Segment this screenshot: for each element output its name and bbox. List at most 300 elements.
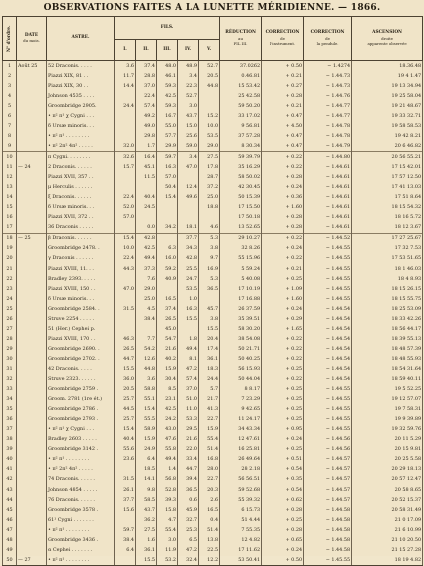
row-star-name: 2 Draconis. . . . . . <box>47 162 115 172</box>
row-star-name: 42 Draconis. . . . . <box>47 364 115 374</box>
row-star-name: • π² π¹ . . . . . . . . <box>47 131 115 141</box>
table-row <box>3 354 423 364</box>
row-wire-5: 3.8 <box>199 314 220 324</box>
row-wire-4: 1.8 <box>178 334 199 344</box>
row-right-ascension: 21 6 10.99 <box>352 525 423 535</box>
row-date: — 27 <box>17 555 47 566</box>
row-instrument-correction: + 0.24 <box>262 244 304 254</box>
row-instrument-correction: + 0.22 <box>262 233 304 244</box>
row-wire-2: 57.4 <box>136 101 157 111</box>
row-wire-1: 23.6 <box>115 455 136 465</box>
row-wire-3: 49.4 <box>157 455 178 465</box>
row-date <box>17 405 47 415</box>
row-star-name: 76 Draconis. . . . . . <box>47 495 115 505</box>
row-instrument-correction: + 0.50 <box>262 555 304 566</box>
row-reduction: 13 52.65 <box>220 223 262 234</box>
row-instrument-correction: + 0.28 <box>262 525 304 535</box>
row-instrument-correction: + 0.24 <box>262 183 304 193</box>
table-row <box>3 233 423 244</box>
row-date <box>17 213 47 223</box>
row-wire-4: 1.0 <box>178 294 199 304</box>
row-star-name: Struve 2323. . . . . . <box>47 374 115 384</box>
row-wire-4: 29.5 <box>178 425 199 435</box>
row-star-name: Groombridge 2584. . <box>47 304 115 314</box>
table-row <box>3 425 423 435</box>
table-row <box>3 385 423 395</box>
header-asc-line2: droite <box>381 35 393 41</box>
row-wire-2: 1.6 <box>136 535 157 545</box>
row-reduction: 5 59.24 <box>220 264 262 274</box>
row-number: 21 <box>3 264 17 274</box>
row-wire-4: 52.7 <box>178 91 199 101</box>
row-date <box>17 81 47 91</box>
row-wire-3: 23.1 <box>157 395 178 405</box>
row-reduction: 25 42.58 <box>220 91 262 101</box>
row-wire-2: 49.4 <box>136 254 157 264</box>
row-wire-1: 36.0 <box>115 374 136 384</box>
row-instrument-correction: + 0.21 <box>262 101 304 111</box>
row-clock-correction: − 1.45.55 <box>304 555 352 566</box>
table-row <box>3 374 423 384</box>
row-star-name: • π² π¹ χ Cygni . . . <box>47 111 115 121</box>
row-number: 10 <box>3 152 17 163</box>
row-clock-correction: − 1.44.52 <box>304 233 352 244</box>
row-wire-2: 0.0 <box>136 223 157 234</box>
row-reduction: 7 55.35 <box>220 525 262 535</box>
row-date <box>17 101 47 111</box>
row-number: 11 <box>3 162 17 172</box>
row-right-ascension: 20 29 18.13 <box>352 465 423 475</box>
row-instrument-correction: + 0.36 <box>262 193 304 203</box>
row-clock-correction: − 1.44.78 <box>304 131 352 141</box>
row-wire-4: 25.5 <box>178 264 199 274</box>
row-date <box>17 111 47 121</box>
row-wire-4: 59.0 <box>178 141 199 152</box>
row-instrument-correction: + 0.25 <box>262 415 304 425</box>
row-clock-correction: − 1.44.79 <box>304 141 352 152</box>
row-wire-4 <box>178 173 199 183</box>
row-wire-1: 15.4 <box>115 233 136 244</box>
row-instrument-correction: + 0.22 <box>262 254 304 264</box>
row-wire-5: 16.8 <box>199 455 220 465</box>
table-row <box>3 535 423 545</box>
row-wire-2: 58.8 <box>136 385 157 395</box>
row-wire-5: 9.7 <box>199 254 220 264</box>
header-date-line1: DATE <box>24 32 39 38</box>
row-wire-3: 59.3 <box>157 81 178 91</box>
row-wire-4: 8.1 <box>178 354 199 364</box>
row-instrument-correction: + 0.25 <box>262 364 304 374</box>
row-star-name: Piazzi XIX, 30 . . <box>47 81 115 91</box>
row-instrument-correction: + 0.35 <box>262 475 304 485</box>
row-wire-2: 3.6 <box>136 374 157 384</box>
row-star-name: • π² π¹ . . . . . . . . <box>47 555 115 566</box>
row-number: 2 <box>3 71 17 81</box>
table-row <box>3 405 423 415</box>
row-wire-2: 55.1 <box>136 395 157 405</box>
row-reduction: 17 15.50 <box>220 203 262 213</box>
row-right-ascension: 21 15 27.28 <box>352 545 423 555</box>
row-wire-5: 22.7 <box>199 475 220 485</box>
row-wire-2: 45.1 <box>136 162 157 172</box>
row-clock-correction: − 1.44.54 <box>304 304 352 314</box>
row-number: 27 <box>3 324 17 334</box>
row-date <box>17 71 47 81</box>
row-reduction: 12 47.61 <box>220 435 262 445</box>
row-right-ascension: 19 7 58.31 <box>352 405 423 415</box>
row-instrument-correction: + 0.25 <box>262 395 304 405</box>
row-wire-4: 47.0 <box>178 162 199 172</box>
row-star-name: γ Draconis . . . . . . <box>47 254 115 264</box>
row-right-ascension: 19 58 58.53 <box>352 121 423 131</box>
row-number: 5 <box>3 101 17 111</box>
table-row <box>3 152 423 163</box>
row-reduction: 55 15.96 <box>220 254 262 264</box>
header-cp-line2: de <box>325 35 330 41</box>
row-reduction: 38 54.08 <box>220 334 262 344</box>
row-reduction: 5 40.08 <box>220 274 262 284</box>
row-star-name: δ Ursæ minoris. . . <box>47 294 115 304</box>
row-wire-3: 37.4 <box>157 304 178 314</box>
row-instrument-correction: + 0.21 <box>262 71 304 81</box>
row-number: 40 <box>3 455 17 465</box>
row-reduction: 56 15.93 <box>220 364 262 374</box>
row-instrument-correction: + 0.22 <box>262 334 304 344</box>
row-wire-1: 31.5 <box>115 304 136 314</box>
row-wire-1: 15.4 <box>115 425 136 435</box>
row-date: Août 25 <box>17 61 47 72</box>
table-row <box>3 111 423 121</box>
row-date <box>17 314 47 324</box>
row-star-name: Piazzi XVII, 372 . . <box>47 213 115 223</box>
row-right-ascension: 18 15 54.32 <box>352 203 423 213</box>
row-reduction: 0.46.81 <box>220 71 262 81</box>
row-star-name: Groombridge 2793 . <box>47 415 115 425</box>
row-wire-3: 40.9 <box>157 274 178 284</box>
header-wire-3: III. <box>157 40 178 61</box>
row-number: 28 <box>3 334 17 344</box>
row-reduction: 11 24.17 <box>220 415 262 425</box>
row-number: 9 <box>3 141 17 152</box>
row-right-ascension: 18 39 55.13 <box>352 334 423 344</box>
row-wire-2: 36.1 <box>136 545 157 555</box>
row-wire-2: 36.2 <box>136 515 157 525</box>
row-number: 47 <box>3 525 17 535</box>
row-wire-1 <box>115 131 136 141</box>
row-clock-correction: − 1.44.77 <box>304 111 352 121</box>
row-wire-5: 5.7 <box>199 385 220 395</box>
row-right-ascension: 17 15 42.01 <box>352 162 423 172</box>
row-number: 20 <box>3 254 17 264</box>
row-date <box>17 374 47 384</box>
row-wire-3: 6.3 <box>157 244 178 254</box>
row-reduction: 42 30.45 <box>220 183 262 193</box>
row-wire-5: 37.2 <box>199 183 220 193</box>
row-right-ascension: 17 27 25.67 <box>352 233 423 244</box>
row-wire-2: 4.5 <box>136 304 157 314</box>
header-instrument-correction <box>262 17 304 61</box>
row-wire-4 <box>178 324 199 334</box>
row-number: 38 <box>3 435 17 445</box>
table-row <box>3 203 423 213</box>
row-wire-1: 44.5 <box>115 405 136 415</box>
row-wire-3: 16.5 <box>157 294 178 304</box>
header-wire-4: IV. <box>178 40 199 61</box>
row-wire-1 <box>115 314 136 324</box>
row-wire-5: 15.9 <box>199 425 220 435</box>
row-star-name: Piazzi XVIII, 170 . . <box>47 334 115 344</box>
row-number: 30 <box>3 354 17 364</box>
table-header <box>3 17 423 61</box>
row-wire-5 <box>199 213 220 223</box>
row-right-ascension: 18 33 42.26 <box>352 314 423 324</box>
row-wire-4 <box>178 203 199 213</box>
row-reduction: 50 40.25 <box>220 354 262 364</box>
row-number: 24 <box>3 294 17 304</box>
row-wire-4: 22.0 <box>178 445 199 455</box>
row-wire-3: 47.6 <box>157 435 178 445</box>
row-right-ascension: 19 32 59.76 <box>352 425 423 435</box>
row-wire-4: 11.0 <box>178 405 199 415</box>
row-star-name: • π² π¹ . . . . . . . . <box>47 455 115 465</box>
row-wire-3 <box>157 213 178 223</box>
row-date <box>17 415 47 425</box>
row-wire-4: 25.6 <box>178 131 199 141</box>
table-row <box>3 364 423 374</box>
row-date <box>17 385 47 395</box>
row-wire-4: 51.0 <box>178 395 199 405</box>
row-wire-2: 49.0 <box>136 121 157 131</box>
row-clock-correction: − 1.44.55 <box>304 405 352 415</box>
row-number: 29 <box>3 344 17 354</box>
row-wire-1: 11.7 <box>115 71 136 81</box>
row-wire-3: 53.2 <box>157 555 178 566</box>
row-wire-1: 20.5 <box>115 385 136 395</box>
row-right-ascension: 18.36.48 <box>352 61 423 72</box>
row-wire-4: 24.7 <box>178 274 199 284</box>
row-wire-5: 15.2 <box>199 111 220 121</box>
row-clock-correction: − 1.44.58 <box>304 515 352 525</box>
row-clock-correction: − 1.44.61 <box>304 203 352 213</box>
row-wire-3: 26.5 <box>157 314 178 324</box>
row-reduction: 8 8.17 <box>220 385 262 395</box>
row-date <box>17 294 47 304</box>
row-wire-2: 25.0 <box>136 294 157 304</box>
row-wire-1 <box>115 294 136 304</box>
row-date <box>17 435 47 445</box>
row-star-name: α Cephei . . . . . . . <box>47 545 115 555</box>
row-instrument-correction: + 0.22 <box>262 354 304 364</box>
row-wire-2: 22.4 <box>136 91 157 101</box>
row-reduction: 58 30.20 <box>220 324 262 334</box>
row-star-name: • π² π¹ . . . . . . . . <box>47 525 115 535</box>
row-wire-4: 49.4 <box>178 344 199 354</box>
row-number: 1 <box>3 61 17 72</box>
row-wire-4: 22.3 <box>178 81 199 91</box>
row-date <box>17 495 47 505</box>
row-instrument-correction: + 0.62 <box>262 495 304 505</box>
row-star-name: Johnson 4854 . . . . . <box>47 485 115 495</box>
row-reduction: 59 39.79 <box>220 152 262 163</box>
row-instrument-correction: + 0.21 <box>262 264 304 274</box>
row-date <box>17 425 47 435</box>
row-number: 17 <box>3 223 17 234</box>
row-number: 41 <box>3 465 17 475</box>
row-number: 3 <box>3 81 17 91</box>
row-clock-correction: − 1.44.58 <box>304 525 352 535</box>
row-wire-4: 33.4 <box>178 455 199 465</box>
row-instrument-correction: + 0.27 <box>262 81 304 91</box>
row-clock-correction: − 1.44.55 <box>304 254 352 264</box>
row-date <box>17 183 47 193</box>
row-right-ascension: 18 1 46.03 <box>352 264 423 274</box>
row-wire-3: 15.4 <box>157 193 178 203</box>
row-clock-correction: − 1.44.55 <box>304 385 352 395</box>
row-wire-1: 38.4 <box>115 535 136 545</box>
row-right-ascension: 18 54 31.64 <box>352 364 423 374</box>
table-row <box>3 223 423 234</box>
row-right-ascension: 18 4 8.93 <box>352 274 423 284</box>
row-wire-1: 6.4 <box>115 545 136 555</box>
row-clock-correction: − 1.44.57 <box>304 495 352 505</box>
row-number: 13 <box>3 183 17 193</box>
header-cp-line1: CORRECTION <box>310 30 345 36</box>
row-wire-2: 6.4 <box>136 455 157 465</box>
row-star-name: Groombridge 2905. <box>47 101 115 111</box>
row-date <box>17 173 47 183</box>
row-clock-correction: − 1.44.57 <box>304 475 352 485</box>
row-wire-4: 45.9 <box>178 505 199 515</box>
table-row <box>3 314 423 324</box>
header-wire-5: V. <box>199 40 220 61</box>
row-right-ascension: 21 0 17.09 <box>352 515 423 525</box>
row-wire-3 <box>157 203 178 213</box>
row-instrument-correction: + 0.25 <box>262 385 304 395</box>
row-reduction: 34 43.34 <box>220 425 262 435</box>
row-reduction: 50 44.04 <box>220 374 262 384</box>
row-wire-1: 15.6 <box>115 505 136 515</box>
row-star-name: 74 Draconis. . . . . . <box>47 475 115 485</box>
row-star-name: 51 (Her.) Cephei p. <box>47 324 115 334</box>
header-clock-correction <box>304 17 352 61</box>
row-reduction: 17 11.62 <box>220 545 262 555</box>
row-wire-5: 18.8 <box>199 203 220 213</box>
row-wire-2: 29.8 <box>136 131 157 141</box>
row-wire-5: 5.3 <box>199 233 220 244</box>
row-wire-2: 49.2 <box>136 111 157 121</box>
row-clock-correction: − 1.44.78 <box>304 121 352 131</box>
row-right-ascension: 18 15 26.15 <box>352 284 423 294</box>
row-clock-correction: − 1.44.55 <box>304 415 352 425</box>
row-star-name: μ Herculis . . . . . . <box>47 183 115 193</box>
row-clock-correction: − 1.44.61 <box>304 193 352 203</box>
row-number: 16 <box>3 213 17 223</box>
row-wire-5: 53.5 <box>199 131 220 141</box>
row-instrument-correction: + 0.25 <box>262 274 304 284</box>
row-number: 49 <box>3 545 17 555</box>
table-row <box>3 495 423 505</box>
row-number: 7 <box>3 121 17 131</box>
row-reduction: 51 4.44 <box>220 515 262 525</box>
row-date <box>17 485 47 495</box>
row-wire-4: 37.7 <box>178 233 199 244</box>
row-wire-5: 28.0 <box>199 465 220 475</box>
row-star-name: Groombridge 2478. . <box>47 244 115 254</box>
row-instrument-correction: + 0.24 <box>262 304 304 314</box>
header-ci-line1: CORRECTION <box>265 30 300 36</box>
row-wire-4: 47.2 <box>178 364 199 374</box>
row-clock-correction: − 1.44.73 <box>304 81 352 91</box>
row-wire-3: 39.3 <box>157 495 178 505</box>
row-wire-5: 55.4 <box>199 435 220 445</box>
row-wire-5: 18.3 <box>199 364 220 374</box>
row-wire-2: 14.1 <box>136 475 157 485</box>
row-clock-correction: − 1.44.58 <box>304 535 352 545</box>
row-wire-5: 5.3 <box>199 274 220 284</box>
row-reduction: 58 50.02 <box>220 173 262 183</box>
row-number: 12 <box>3 173 17 183</box>
row-number: 34 <box>3 395 17 405</box>
row-right-ascension: 20 57 12.47 <box>352 475 423 485</box>
row-wire-5: 22.5 <box>199 545 220 555</box>
row-clock-correction: − 1.44.58 <box>304 545 352 555</box>
row-wire-3: 34.2 <box>157 223 178 234</box>
row-wire-3: 45.0 <box>157 324 178 334</box>
row-wire-3: 42.5 <box>157 91 178 101</box>
row-right-ascension: 20 52 15.37 <box>352 495 423 505</box>
row-number: 42 <box>3 475 17 485</box>
row-wire-5: 24.4 <box>199 374 220 384</box>
row-wire-4: 3.4 <box>178 152 199 163</box>
row-wire-1: 40.4 <box>115 435 136 445</box>
table-row <box>3 131 423 141</box>
row-instrument-correction: + 0.22 <box>262 344 304 354</box>
row-star-name: ξ Draconis. . . . . . <box>47 193 115 203</box>
row-wire-5 <box>199 294 220 304</box>
row-date <box>17 264 47 274</box>
row-wire-5: 41.3 <box>199 405 220 415</box>
table-row <box>3 244 423 254</box>
row-wire-5: 51.4 <box>199 525 220 535</box>
row-date <box>17 284 47 294</box>
row-number: 46 <box>3 515 17 525</box>
row-instrument-correction: + 0.54 <box>262 465 304 475</box>
row-number: 44 <box>3 495 17 505</box>
row-number: 19 <box>3 244 17 254</box>
row-wire-2: 11.5 <box>136 173 157 183</box>
row-wire-5: 12.2 <box>199 555 220 566</box>
header-ci-line3: l'instrument. <box>269 40 296 46</box>
row-number: 31 <box>3 364 17 374</box>
header-wire-2: II. <box>136 40 157 61</box>
row-wire-2 <box>136 183 157 193</box>
row-wire-1 <box>115 111 136 121</box>
table-row <box>3 485 423 495</box>
row-wire-1: 46.3 <box>115 334 136 344</box>
row-instrument-correction: + 0.25 <box>262 515 304 525</box>
row-clock-correction: − 1.44.57 <box>304 455 352 465</box>
row-wire-1: 14.4 <box>115 81 136 91</box>
table-row <box>3 525 423 535</box>
row-reduction: 59 50.20 <box>220 101 262 111</box>
row-instrument-correction: + 0.95 <box>262 425 304 435</box>
row-wire-1: 32.6 <box>115 152 136 163</box>
row-reduction: 6 15.73 <box>220 505 262 515</box>
row-wire-3: 15.9 <box>157 364 178 374</box>
row-clock-correction: − 1.44.73 <box>304 71 352 81</box>
row-wire-1: 32.0 <box>115 141 136 152</box>
row-clock-correction: − 1.44.55 <box>304 294 352 304</box>
